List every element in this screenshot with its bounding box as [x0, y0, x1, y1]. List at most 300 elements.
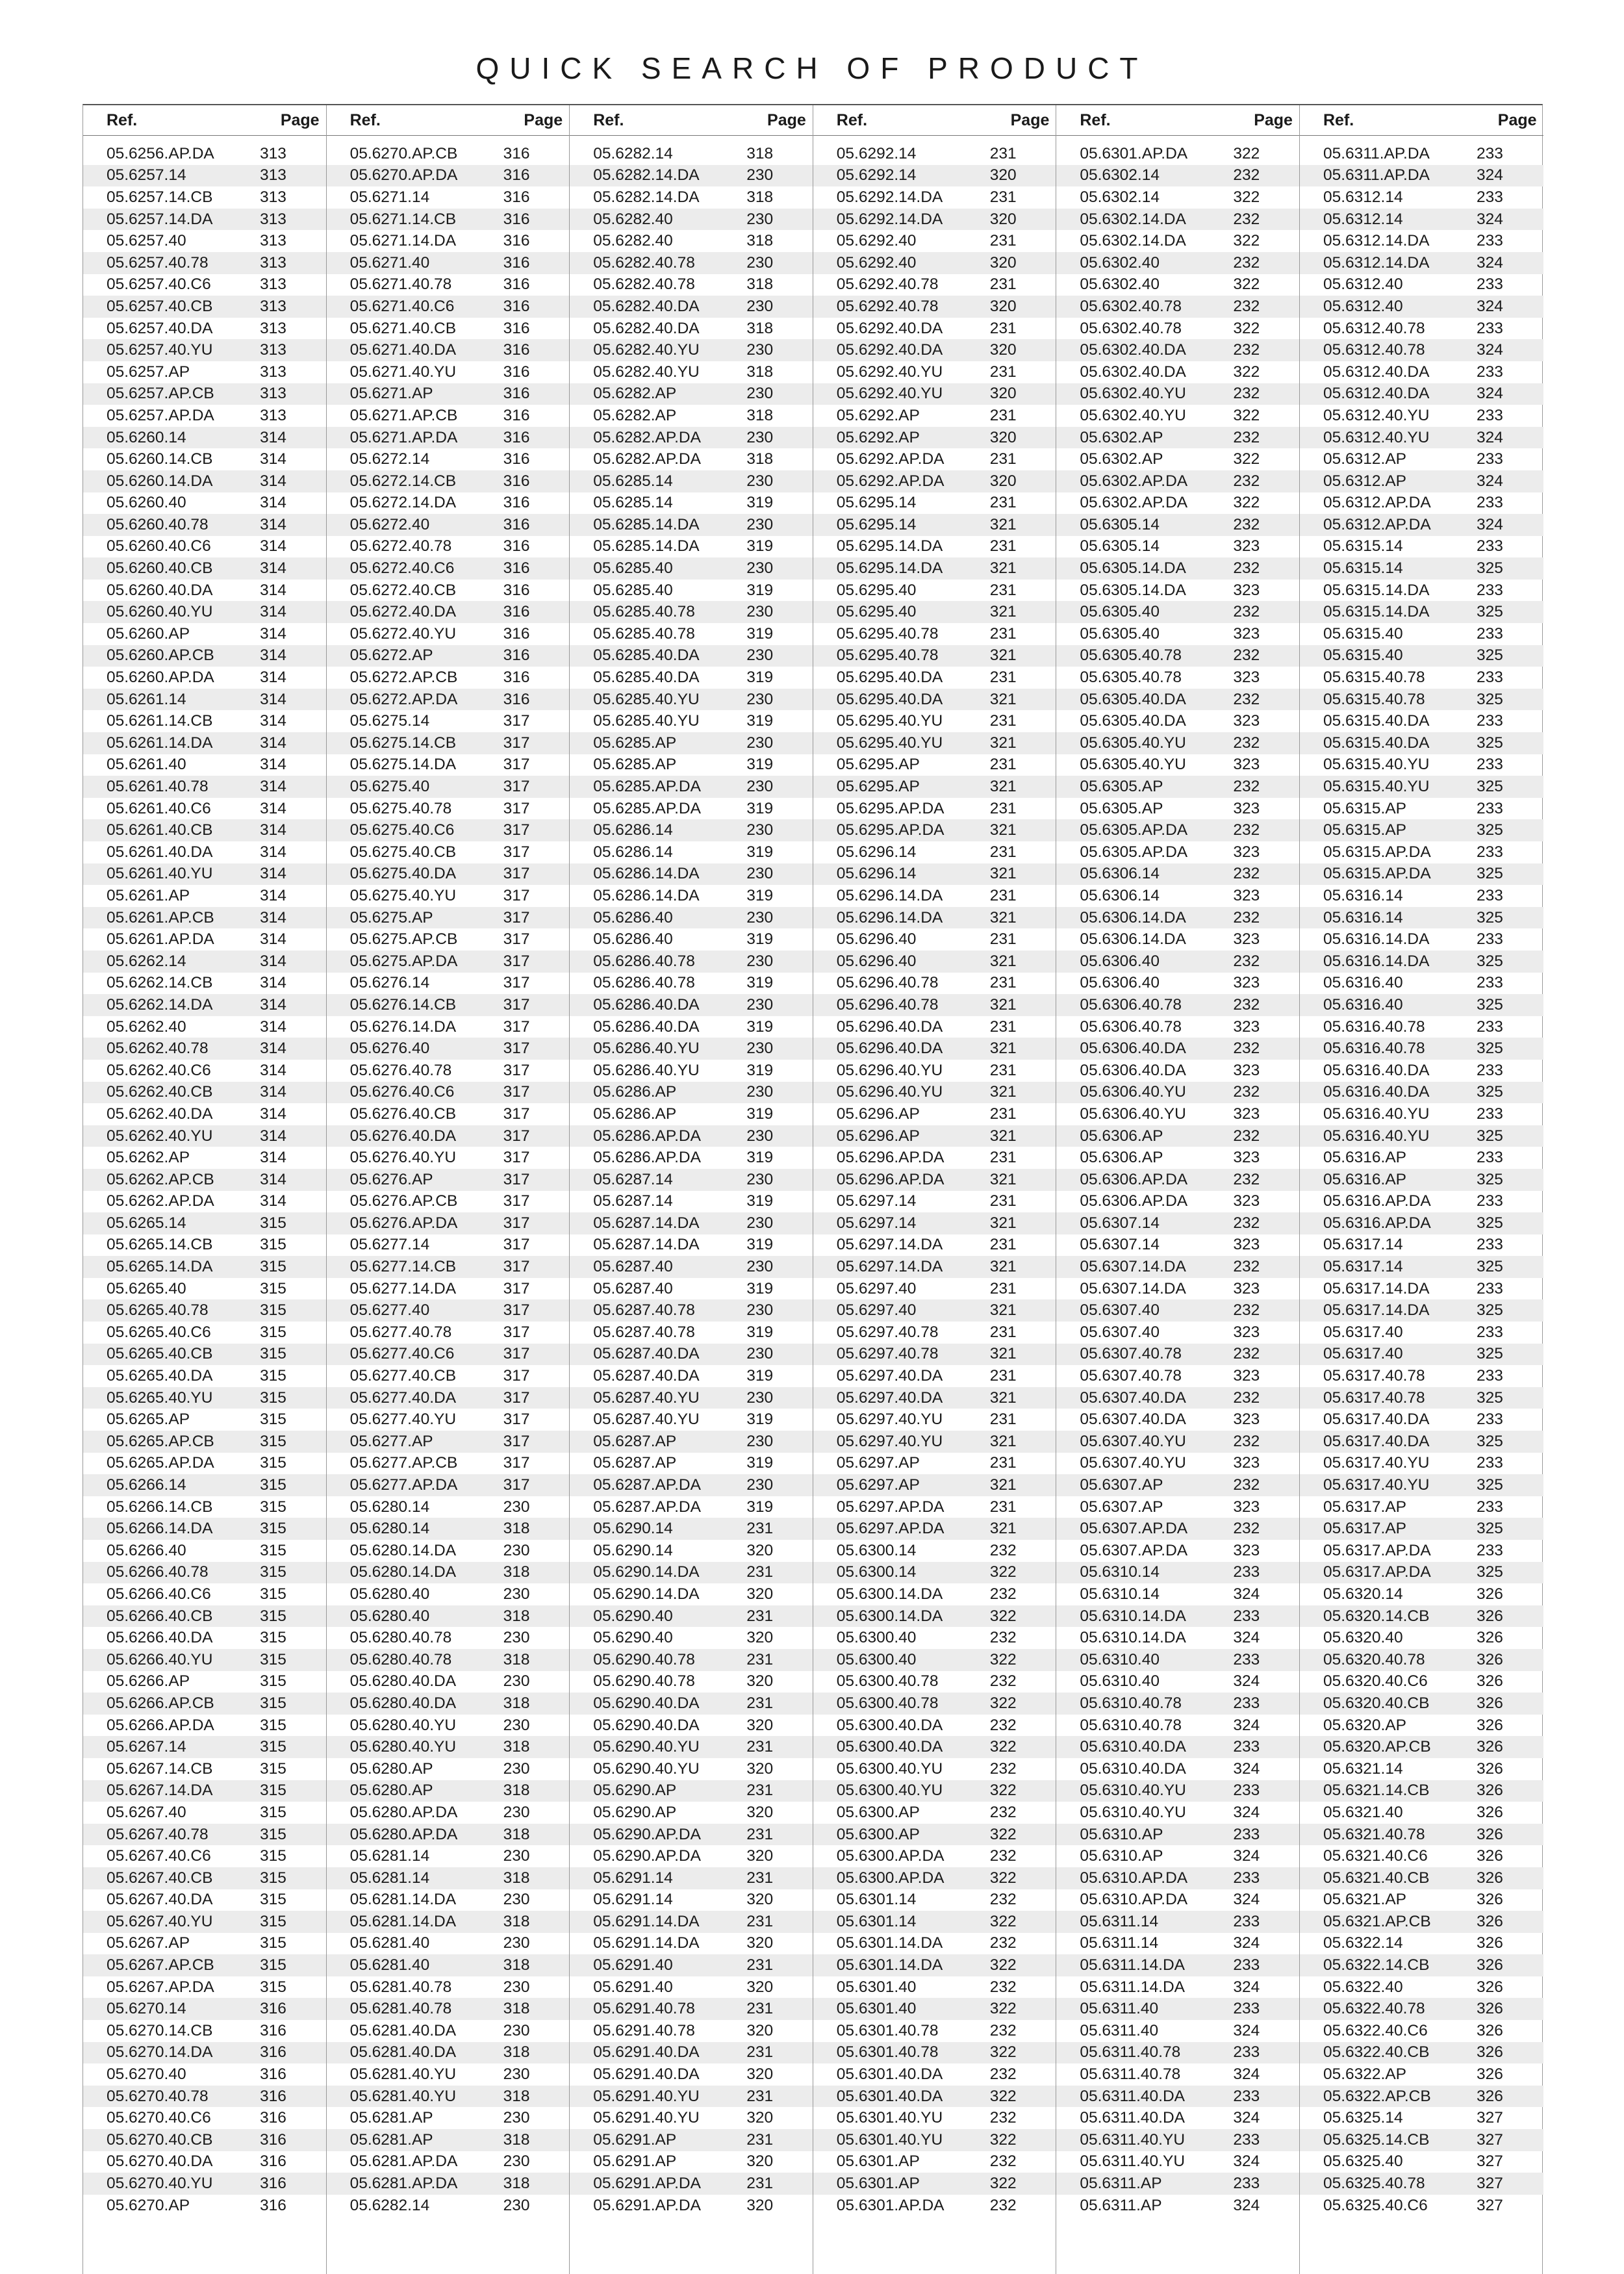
page-cell: 315: [260, 1563, 286, 1581]
ref-cell: 05.6291.40.DA: [593, 2065, 700, 2084]
page-cell: 231: [989, 537, 1017, 556]
ref-cell: 05.6311.AP.DA: [1323, 166, 1430, 185]
table-row: [1300, 1758, 1543, 1780]
page-cell: 230: [503, 1498, 530, 1516]
page-cell: 324: [1233, 1716, 1260, 1734]
table-row: [813, 514, 1056, 536]
table-row: [813, 1845, 1056, 1867]
ref-cell: 05.6260.14.DA: [107, 472, 213, 490]
table-row: [813, 1016, 1056, 1038]
page-cell: 233: [1476, 319, 1503, 337]
page-cell: 233: [1476, 1411, 1503, 1429]
ref-cell: 05.6290.40.DA: [593, 1716, 700, 1734]
page-cell: 315: [260, 1978, 286, 1996]
product-index-table: [82, 104, 1543, 2274]
page-cell: 320: [746, 1847, 774, 1865]
ref-cell: 05.6286.14.DA: [593, 886, 700, 904]
page-cell: 318: [503, 2175, 530, 2193]
ref-cell: 05.6261.14: [107, 690, 186, 708]
page-cell: 233: [1233, 1563, 1260, 1581]
ref-cell: 05.6262.AP.CB: [107, 1170, 214, 1188]
page-cell: 317: [503, 1411, 530, 1429]
table-row: [813, 623, 1056, 645]
table-row: [813, 1212, 1056, 1234]
table-row: [327, 165, 570, 187]
table-row: [1300, 1038, 1543, 1060]
table-row: [327, 1627, 570, 1649]
table-row: [1300, 885, 1543, 907]
ref-cell: 05.6300.40: [836, 1629, 917, 1647]
ref-cell: 05.6301.AP.DA: [836, 2196, 945, 2214]
ref-cell: 05.6296.AP: [836, 1105, 920, 1123]
page-cell: 232: [989, 1847, 1017, 1865]
ref-cell: 05.6290.40.78: [593, 1672, 695, 1691]
page-cell: 232: [1233, 385, 1260, 403]
table-row: [813, 2086, 1056, 2108]
page-cell: 322: [989, 1825, 1017, 1843]
page-cell: 319: [746, 1367, 774, 1385]
table-row: [1056, 776, 1299, 798]
page-cell: 323: [1233, 886, 1260, 904]
table-row: [813, 798, 1056, 820]
page-cell: 316: [260, 2175, 286, 2193]
page-cell: 322: [989, 2000, 1017, 2018]
page-cell: 319: [746, 1236, 774, 1254]
table-row: [327, 776, 570, 798]
ref-cell: 05.6300.14: [836, 1541, 917, 1559]
table-row: [327, 1016, 570, 1038]
page-cell: 323: [1233, 1236, 1260, 1254]
table-row: [570, 2129, 813, 2151]
table-row: [1300, 1299, 1543, 1322]
table-row: [1056, 732, 1299, 754]
page-cell: 315: [260, 1891, 286, 1909]
table-row: [1300, 1016, 1543, 1038]
ref-cell: 05.6265.14: [107, 1214, 186, 1232]
ref-cell: 05.6286.40.78: [593, 974, 695, 992]
page-cell: 231: [989, 1149, 1017, 1167]
ref-cell: 05.6301.AP: [836, 2153, 920, 2171]
ref-cell: 05.6267.40.CB: [107, 1869, 213, 1887]
table-row: [83, 1889, 326, 1911]
table-row: [327, 1583, 570, 1605]
page-cell: 325: [1476, 559, 1503, 578]
ref-cell: 05.6296.14.DA: [836, 908, 943, 926]
page-cell: 314: [260, 712, 286, 730]
table-row: [813, 1802, 1056, 1824]
ref-cell: 05.6295.40: [836, 581, 917, 599]
page-cell: 322: [989, 2130, 1017, 2149]
table-row: [83, 1562, 326, 1584]
ref-cell: 05.6301.14: [836, 1891, 917, 1909]
page-cell: 231: [989, 406, 1017, 424]
table-row: [1300, 427, 1543, 449]
ref-cell: 05.6266.AP.CB: [107, 1694, 214, 1712]
table-row: [1056, 1212, 1299, 1234]
table-row: [83, 1038, 326, 1060]
table-row: [83, 296, 326, 318]
table-row: [83, 645, 326, 667]
table-row: [1300, 536, 1543, 558]
page-cell: 318: [503, 1650, 530, 1668]
page-cell: 323: [1233, 669, 1260, 687]
table-row: [813, 2063, 1056, 2086]
table-row: [1056, 143, 1299, 165]
ref-cell: 05.6320.40.C6: [1323, 1672, 1428, 1691]
ref-cell: 05.6275.40.DA: [349, 865, 457, 883]
table-row: [813, 928, 1056, 951]
table-row: [1056, 907, 1299, 929]
ref-cell: 05.6316.14.DA: [1323, 930, 1430, 949]
ref-cell: 05.6312.AP: [1323, 450, 1407, 468]
ref-cell: 05.6291.40.78: [593, 2021, 695, 2039]
table-row: [83, 1933, 326, 1955]
table-row: [83, 1627, 326, 1649]
ref-cell: 05.6290.14: [593, 1541, 673, 1559]
page-cell: 230: [746, 603, 774, 621]
table-row: [1056, 1933, 1299, 1955]
ref-cell: 05.6315.AP: [1323, 799, 1407, 817]
page-cell: 232: [1233, 1258, 1260, 1276]
table-row: [327, 819, 570, 841]
page-cell: 313: [260, 275, 286, 294]
page-cell: 319: [746, 624, 774, 643]
page-cell: 317: [503, 1083, 530, 1101]
page-cell: 233: [1476, 1105, 1503, 1123]
page-cell: 230: [503, 2065, 530, 2084]
page-cell: 315: [260, 1803, 286, 1821]
page-cell: 317: [503, 1127, 530, 1145]
page-cell: 233: [1476, 669, 1503, 687]
table-row: [1056, 1693, 1299, 1715]
page-cell: 322: [1233, 188, 1260, 206]
table-row: [83, 1649, 326, 1671]
table-row: [327, 754, 570, 776]
page-cell: 324: [1476, 210, 1503, 228]
ref-cell: 05.6296.14.DA: [836, 886, 943, 904]
ref-cell: 05.6315.40.78: [1323, 690, 1425, 708]
table-row: [83, 1147, 326, 1169]
ref-cell: 05.6305.40.78: [1080, 646, 1182, 665]
table-row: [1056, 339, 1299, 361]
table-row: [570, 994, 813, 1016]
ref-cell: 05.6320.40.78: [1323, 1650, 1425, 1668]
page-cell: 314: [260, 1017, 286, 1036]
page-cell: 317: [503, 712, 530, 730]
table-row: [1300, 1562, 1543, 1584]
table-row: [1300, 1365, 1543, 1387]
table-row: [327, 427, 570, 449]
page-cell: 324: [1476, 428, 1503, 446]
ref-cell: 05.6262.40.DA: [107, 1105, 213, 1123]
table-row: [327, 907, 570, 929]
table-row: [1300, 1889, 1543, 1911]
table-row: [1056, 1191, 1299, 1213]
table-row: [813, 2129, 1056, 2151]
table-row: [570, 1671, 813, 1693]
ref-cell: 05.6282.40.YU: [593, 341, 700, 359]
page-cell: 326: [1476, 1912, 1503, 1930]
ref-cell: 05.6300.40.78: [836, 1694, 939, 1712]
ref-cell: 05.6310.AP.DA: [1080, 1869, 1188, 1887]
ref-cell: 05.6322.14.CB: [1323, 1956, 1430, 1974]
page-cell: 230: [746, 778, 774, 796]
page-cell: 233: [1233, 2175, 1260, 2193]
page-cell: 316: [503, 363, 530, 381]
table-row: [813, 951, 1056, 973]
table-row: [1056, 1278, 1299, 1300]
page-cell: 314: [260, 1192, 286, 1210]
table-row: [1056, 2042, 1299, 2064]
ref-cell: 05.6316.40.DA: [1323, 1083, 1430, 1101]
page-cell: 314: [260, 669, 286, 687]
page-cell: 325: [1476, 908, 1503, 926]
ref-cell: 05.6295.40.78: [836, 624, 939, 643]
page-cell: 230: [746, 908, 774, 926]
page-cell: 314: [260, 1040, 286, 1058]
ref-cell: 05.6257.AP.CB: [107, 385, 214, 403]
ref-cell: 05.6265.14.CB: [107, 1236, 213, 1254]
page-cell: 325: [1476, 603, 1503, 621]
table-row: [570, 1802, 813, 1824]
ref-cell: 05.6317.AP.DA: [1323, 1563, 1431, 1581]
page-cell: 315: [260, 1782, 286, 1800]
table-row: [813, 1954, 1056, 1976]
table-row: [1056, 819, 1299, 841]
page-cell: 317: [503, 908, 530, 926]
page-cell: 322: [989, 1912, 1017, 1930]
table-row: [1300, 2063, 1543, 2086]
table-row: [813, 1605, 1056, 1628]
column-header: [83, 105, 326, 136]
ref-cell: 05.6316.40.YU: [1323, 1105, 1430, 1123]
table-row: [1056, 689, 1299, 711]
table-row: [1056, 1605, 1299, 1628]
table-row: [327, 1780, 570, 1802]
page-cell: 323: [1233, 1279, 1260, 1297]
page-cell: 322: [989, 1650, 1017, 1668]
table-row: [813, 973, 1056, 995]
ref-cell: 05.6276.40.78: [349, 1061, 452, 1079]
ref-cell: 05.6281.AP.DA: [349, 2153, 458, 2171]
page-cell: 320: [746, 1629, 774, 1647]
ref-cell: 05.6285.40.YU: [593, 690, 700, 708]
table-row: [83, 885, 326, 907]
table-row: [327, 1976, 570, 1999]
ref-cell: 05.6311.40.DA: [1080, 2087, 1186, 2105]
ref-cell: 05.6317.AP: [1323, 1498, 1407, 1516]
page-cell: 318: [746, 450, 774, 468]
ref-cell: 05.6311.40.78: [1080, 2043, 1181, 2062]
ref-cell: 05.6291.40.78: [593, 2000, 695, 2018]
page-cell: 230: [746, 472, 774, 490]
page-cell: 326: [1476, 1629, 1503, 1647]
ref-cell: 05.6290.AP.DA: [593, 1847, 701, 1865]
table-row: [1056, 1736, 1299, 1758]
ref-cell: 05.6297.14: [836, 1192, 917, 1210]
table-row: [1056, 1409, 1299, 1431]
table-row: [83, 1299, 326, 1322]
table-row: [570, 1954, 813, 1976]
table-row: [327, 1431, 570, 1453]
ref-cell: 05.6290.AP: [593, 1803, 677, 1821]
table-row: [570, 252, 813, 274]
ref-cell: 05.6291.14.DA: [593, 1912, 700, 1930]
page-cell: 314: [260, 428, 286, 446]
table-row: [570, 427, 813, 449]
page-cell: 231: [746, 1520, 774, 1538]
ref-cell: 05.6321.40.78: [1323, 1825, 1425, 1843]
ref-cell: 05.6297.40: [836, 1279, 917, 1297]
table-row: [1056, 1998, 1299, 2020]
ref-cell: 05.6311.40.DA: [1080, 2109, 1186, 2127]
page-cell: 230: [746, 1214, 774, 1232]
page-cell: 233: [1476, 1236, 1503, 1254]
table-row: [1056, 1758, 1299, 1780]
table-row: [327, 383, 570, 405]
ref-cell: 05.6286.14: [593, 821, 673, 839]
table-row: [327, 186, 570, 209]
table-row: [327, 1212, 570, 1234]
page-cell: 233: [1476, 1498, 1503, 1516]
page-cell: 316: [503, 603, 530, 621]
table-row: [1300, 798, 1543, 820]
page-cell: 323: [1233, 799, 1260, 817]
page-cell: 231: [746, 1782, 774, 1800]
table-row: [813, 754, 1056, 776]
page-cell: 231: [746, 2130, 774, 2149]
ref-cell: 05.6266.14: [107, 1476, 186, 1494]
page-cell: 325: [1476, 1388, 1503, 1407]
table-row: [327, 1344, 570, 1366]
page-cell: 322: [989, 2087, 1017, 2105]
ref-cell: 05.6292.40.DA: [836, 341, 943, 359]
ref-cell: 05.6256.AP.DA: [107, 144, 214, 162]
ref-cell: 05.6307.14: [1080, 1214, 1160, 1232]
table-row: [570, 1562, 813, 1584]
page-cell: 324: [1233, 2109, 1260, 2127]
page-cell: 318: [503, 2087, 530, 2105]
ref-cell: 05.6316.40: [1323, 995, 1403, 1014]
ref-cell: 05.6297.14.DA: [836, 1258, 943, 1276]
table-row: [813, 361, 1056, 383]
ref-cell: 05.6281.40.YU: [349, 2087, 457, 2105]
table-row: [1300, 2086, 1543, 2108]
ref-cell: 05.6295.40.DA: [836, 690, 943, 708]
table-row: [83, 1453, 326, 1475]
ref-cell: 05.6261.AP.DA: [107, 930, 214, 949]
page-cell: 315: [260, 1694, 286, 1712]
table-row: [813, 230, 1056, 252]
page-cell: 319: [746, 756, 774, 774]
ref-cell: 05.6322.40.78: [1323, 2000, 1425, 2018]
page-cell: 231: [989, 1323, 1017, 1341]
table-row: [1300, 580, 1543, 602]
page-cell: 233: [1476, 144, 1503, 162]
ref-cell: 05.6321.14.CB: [1323, 1782, 1430, 1800]
ref-cell: 05.6266.14.CB: [107, 1498, 213, 1516]
table-row: [83, 383, 326, 405]
table-row: [327, 1715, 570, 1737]
table-row: [327, 1299, 570, 1322]
ref-cell: 05.6310.40: [1080, 1672, 1160, 1691]
ref-cell: 05.6281.40.78: [349, 1978, 452, 1996]
page-cell: 323: [1233, 1105, 1260, 1123]
ref-cell: 05.6306.AP: [1080, 1127, 1163, 1145]
table-row: [327, 143, 570, 165]
ref-cell: 05.6271.40.C6: [349, 297, 455, 315]
page-cell: 321: [989, 1040, 1017, 1058]
page-cell: 314: [260, 974, 286, 992]
page-cell: 317: [503, 1017, 530, 1036]
table-row: [83, 405, 326, 427]
ref-cell: 05.6287.14: [593, 1192, 673, 1210]
page-cell: 316: [503, 669, 530, 687]
ref-cell: 05.6272.40.78: [349, 537, 452, 556]
table-row: [1056, 1147, 1299, 1169]
page-cell: 314: [260, 690, 286, 708]
page-cell: 233: [1476, 581, 1503, 599]
table-row: [327, 230, 570, 252]
page-cell: 232: [989, 1891, 1017, 1909]
ref-cell: 05.6277.AP.CB: [349, 1454, 458, 1472]
page-cell: 322: [1233, 363, 1260, 381]
table-row: [327, 2173, 570, 2195]
page-cell: 319: [746, 1279, 774, 1297]
table-row: [570, 1103, 813, 1125]
page-cell: 230: [746, 1258, 774, 1276]
table-row: [1300, 928, 1543, 951]
page-cell: 319: [746, 1192, 774, 1210]
table-row: [570, 1038, 813, 1060]
ref-cell: 05.6281.AP.DA: [349, 2175, 458, 2193]
page-cell: 322: [989, 1694, 1017, 1712]
page-cell: 233: [1476, 1323, 1503, 1341]
table-row: [1300, 361, 1543, 383]
page-cell: 326: [1476, 1847, 1503, 1865]
ref-cell: 05.6271.AP.CB: [349, 406, 458, 424]
ref-cell: 05.6276.14.DA: [349, 1017, 457, 1036]
ref-cell: 05.6265.40.C6: [107, 1323, 211, 1341]
table-row: [813, 536, 1056, 558]
page-cell: 232: [989, 1803, 1017, 1821]
ref-cell: 05.6257.AP: [107, 363, 190, 381]
page-cell: 325: [1476, 1258, 1503, 1276]
page-cell: 320: [746, 1803, 774, 1821]
page-cell: 326: [1476, 1825, 1503, 1843]
ref-cell: 05.6315.14: [1323, 537, 1403, 556]
ref-cell: 05.6277.40.78: [349, 1323, 452, 1341]
ref-cell: 05.6296.40: [836, 930, 917, 949]
page-cell: 326: [1476, 1650, 1503, 1668]
page-cell: 232: [1233, 1301, 1260, 1320]
page-cell: 317: [503, 1040, 530, 1058]
table-row: [83, 209, 326, 231]
page-cell: 317: [503, 886, 530, 904]
table-row: [1056, 2151, 1299, 2173]
table-row: [813, 1387, 1056, 1409]
page-cell: 317: [503, 1476, 530, 1494]
table-row: [83, 1191, 326, 1213]
table-row: [570, 1845, 813, 1867]
ref-cell: 05.6307.AP.DA: [1080, 1541, 1188, 1559]
table-row: [1056, 230, 1299, 252]
index-column: [1300, 105, 1543, 2274]
table-row: [83, 1540, 326, 1562]
ref-cell: 05.6267.AP: [107, 1934, 190, 1952]
page-cell: 323: [1233, 1411, 1260, 1429]
ref-cell: 05.6272.40.YU: [349, 624, 457, 643]
